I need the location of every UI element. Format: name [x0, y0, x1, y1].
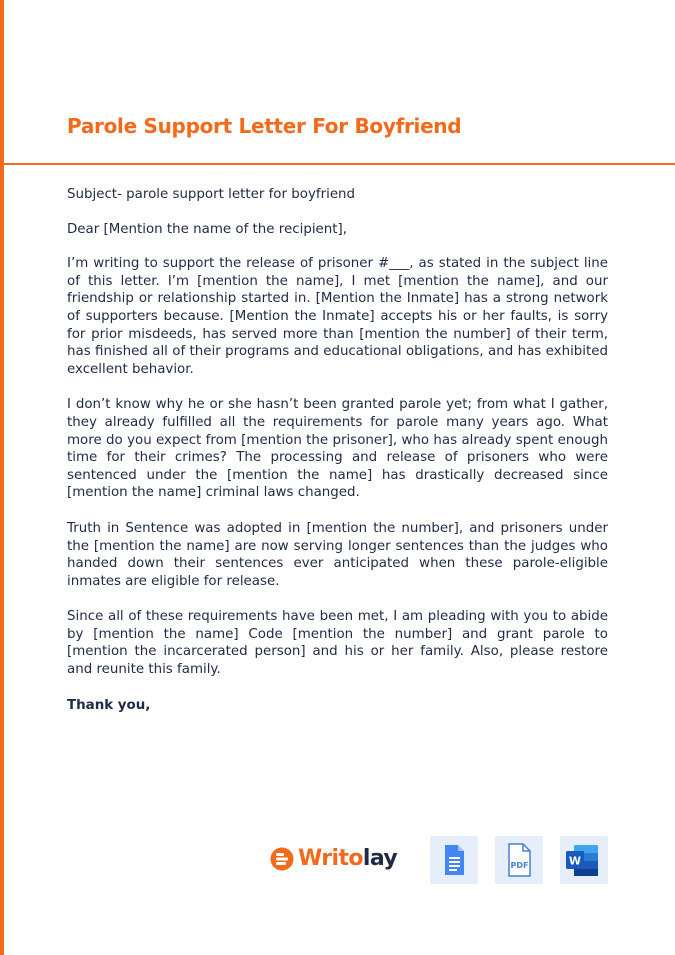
writolay-brand[interactable]	[270, 846, 397, 871]
brand-name	[298, 846, 397, 871]
google-docs-icon	[430, 836, 478, 884]
letter-salutation: Dear [Mention the name of the recipient],	[67, 221, 347, 237]
letter-paragraph: Since all of these requirements have been met, I am pleading with you to abide by [mention the name] Code [mention the number] and grant parole to [mention the incarcerated person] and his or her family. Also, please restore and reunite this family.	[67, 609, 608, 678]
page-title: Parole Support Letter For Boyfriend	[67, 114, 462, 138]
left-accent-rule	[0, 0, 4, 955]
letter-subject: Subject- parole support letter for boyfriend	[67, 187, 356, 202]
letter-paragraph: I’m writing to support the release of prisoner #___, as stated in the subject line of this letter. I’m [mention the name], I met [mention the name], and our friendship or relationship started in. [Mention the Inmate] has a strong network of supporters because. [Mention the Inmate] accepts his or her faults, is sorry for prior misdeeds, has served more than [mention the number] of their term, has finished all of their programs and educational obligations, and has exhibited excellent behavior.	[67, 256, 608, 377]
letter-signoff: Thank you,	[67, 697, 151, 713]
word-file-icon	[560, 836, 608, 884]
pdf-download-button[interactable]	[495, 836, 543, 884]
title-divider	[0, 163, 675, 165]
word-label: W	[568, 854, 582, 868]
writolay-logo-icon	[270, 847, 294, 871]
letter-body	[67, 186, 608, 714]
letter-paragraph: Truth in Sentence was adopted in [mention the number], and prisoners under the [mention the name] are now serving longer sentences than the judges who handed down their sentences ever anticipated when these parole-eligible inmates are eligible for release.	[67, 520, 608, 589]
google-docs-download-button[interactable]	[430, 836, 478, 884]
brand-name-part1: Writo	[298, 846, 363, 871]
word-download-button[interactable]	[560, 836, 608, 884]
pdf-file-icon	[495, 836, 543, 884]
letter-paragraph: I don’t know why he or she hasn’t been granted parole yet; from what I gather, they already fulfilled all the requirements for parole many years ago. What more do you expect from [mention the prisoner], who has already spent enough time for their crimes? The processing and release of prisoners who were sentenced under the [mention the name] has drastically decreased since [mention the name] criminal laws changed.	[67, 397, 608, 501]
brand-name-part2: lay	[362, 846, 398, 871]
pdf-label: PDF	[510, 861, 529, 870]
